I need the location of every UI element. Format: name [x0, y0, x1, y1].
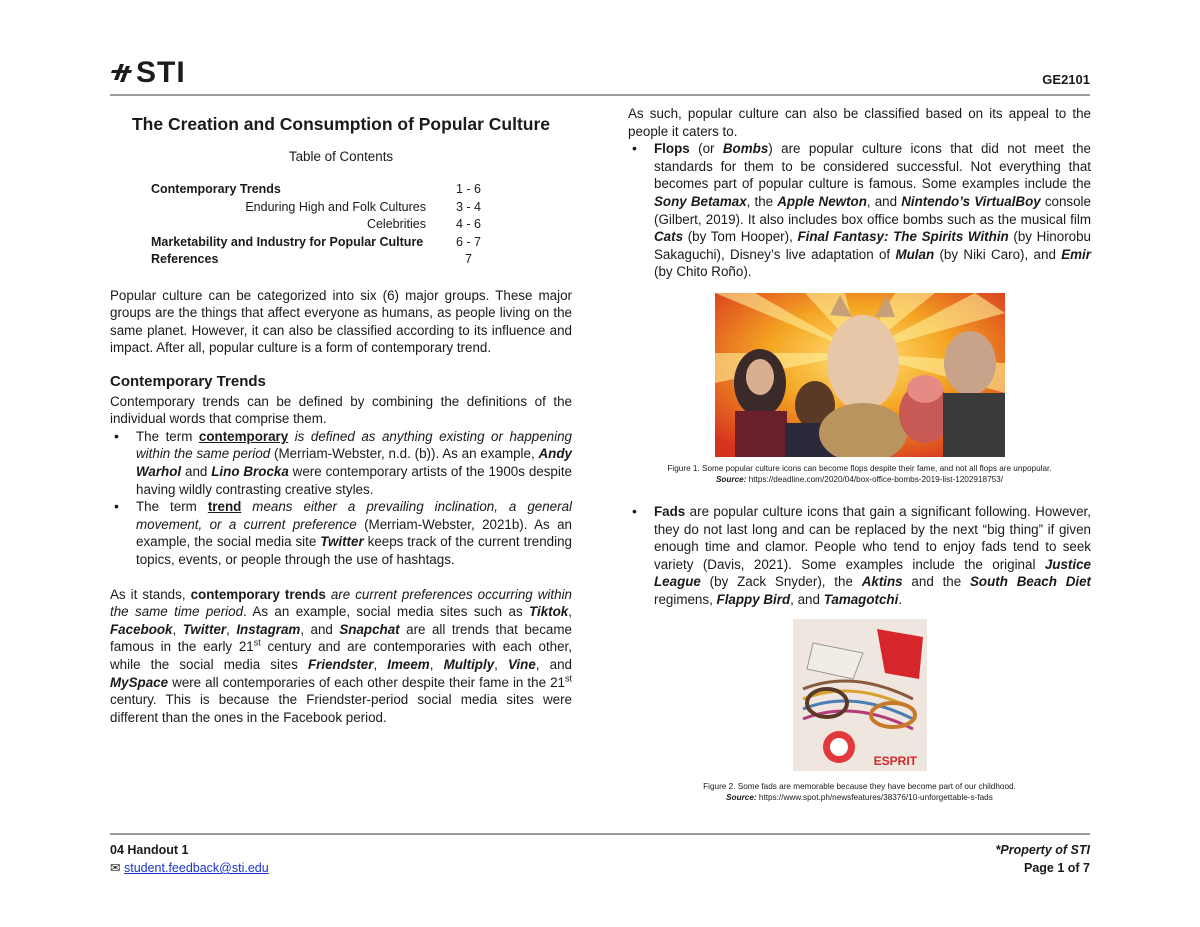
table-of-contents: [151, 181, 511, 269]
list-item: • Flops (or Bombs) are popular culture icons that did not meet the standards for them to be considered successful. Not everything that becomes part of popular culture is famous. Some examples include the Sony Betamax, the Apple Newton, and Nintendo’s VirtualBoy console (Gilbert, 2019). It also includes box office bombs such as the musical film Cats (by Tom Hooper), Final Fantasy: The Spirits Within (by Hinorobu Sakaguchi), Disney’s live adaptation of Mulan (by Niki Caro), and Emir (by Chito Roño).: [654, 140, 1091, 281]
sti-logo: STI: [110, 56, 186, 90]
feedback-email-link[interactable]: student.feedback@sti.edu: [123, 861, 269, 875]
toc-row: References 7: [151, 252, 472, 267]
esprit-logo: ESPRIT: [873, 753, 917, 768]
flops-collage-image: [715, 293, 1005, 457]
page-title: The Creation and Consumption of Popular Culture: [131, 114, 551, 134]
toc-row: Contemporary Trends 1 - 6: [151, 182, 481, 197]
list-item: • The term trend means either a prevailing inclination, a general movement, or a current preference (Merriam-Webster, 2021b). As an example, the social media site Twitter keeps track of the current trending topics, events, or people through the use of hashtags.: [136, 498, 572, 568]
footer-right: [996, 841, 1090, 877]
section-intro: Contemporary trends can be defined by combining the definitions of the individual words that comprise them.: [110, 393, 572, 427]
appeal-paragraph: As such, popular culture can also be classified based on its appeal to the people it caters to.: [628, 106, 1091, 139]
fads-list: [628, 503, 1091, 609]
figure-2: [628, 619, 1091, 803]
list-item: • The term contemporary is defined as anything existing or happening within the same period (Merriam-Webster, n.d. (b)). As an example, Andy Warhol and Lino Brocka were contemporary artists of the 1900s despite having wildly contrasting creative styles.: [136, 428, 572, 498]
mail-icon: ✉: [110, 861, 121, 875]
definitions-list: [110, 428, 572, 569]
flops-list: [628, 140, 1091, 281]
section-heading: Contemporary Trends: [110, 373, 266, 391]
page-number: Page 1 of 7: [1024, 861, 1090, 875]
fads-collage-image: [793, 619, 927, 771]
toc-row: Enduring High and Folk Cultures 3 - 4: [245, 199, 481, 214]
toc-row: Celebrities 4 - 6: [366, 217, 481, 232]
figure-1-caption: Figure 1. Some popular culture icons can become flops despite their fame, and not all flops are unpopular. Source: https://deadline.com/2020/04/box-office-bombs-2019-list-1202918753/: [667, 463, 1052, 484]
figure-1: [628, 293, 1091, 485]
list-item: • Fads are popular culture icons that gain a significant following. However, they do not last long and can be replaced by the next “big thing” if given enough time and clamor. People who tend to enjoy fads tend to seek variety (Davis, 2021). Some examples include the original Justice League (by Zack Snyder), the Aktins and the South Beach Diet regimens, Flappy Bird, and Tamagotchi.: [654, 503, 1091, 609]
intro-paragraph: Popular culture can be categorized into six (6) major groups. These major groups are the things that affect everyone as humans, as people living on the same planet. However, it can also be classified according to its influence and impact. After all, popular culture is a form of contemporary trend.: [110, 287, 572, 356]
footer-rule: [110, 833, 1090, 835]
sti-logo-icon: [110, 60, 134, 86]
property-label: *Property of STI: [995, 843, 1090, 857]
toc-row: Marketability and Industry for Popular Culture 6 - 7: [151, 234, 481, 249]
figure-2-caption: Figure 2. Some fads are memorable because they have become part of our childhood. Source: https://www.spot.ph/newsfeatures/38376/10-unforgettable-s-fads: [703, 781, 1016, 802]
left-column: [110, 116, 572, 726]
contemporary-paragraph: As it stands, contemporary trends are current preferences occurring within the same time period. As an example, social media sites such as Tiktok, Facebook, Twitter, Instagram, and Snapchat are all trends that became famous in the early 21st century and are contemporaries with each other, while the social media sites Friendster, Imeem, Multiply, Vine, and MySpace were all contemporaries of each other despite their fame in the 21st century. This is because the Friendster-period social media sites were different than the ones in the Facebook period.: [110, 586, 573, 725]
handout-label: 04 Handout 1: [110, 843, 189, 857]
right-column: [628, 105, 1091, 803]
footer-left: [110, 841, 269, 877]
toc-heading: Table of Contents: [288, 148, 394, 164]
header-rule: [110, 94, 1090, 96]
course-code: GE2101: [1042, 72, 1090, 87]
